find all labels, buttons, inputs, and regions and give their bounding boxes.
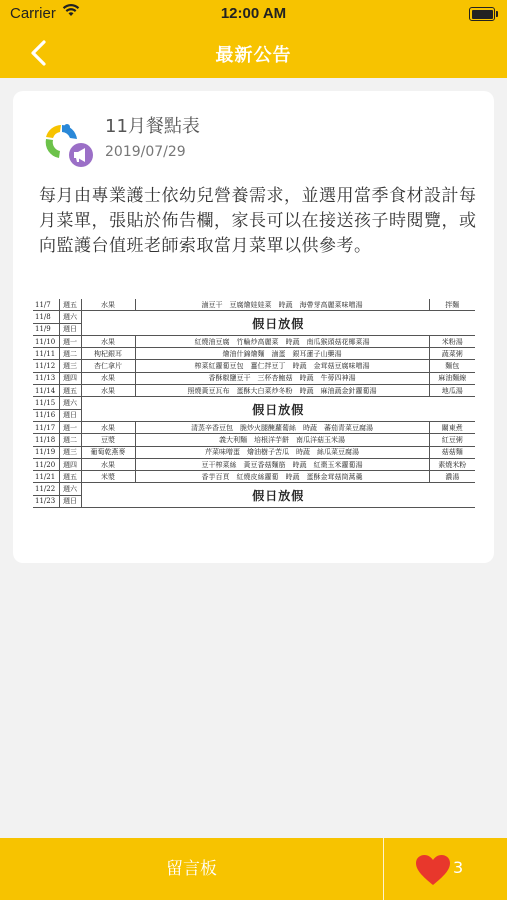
menu-snack: 枸杞銀耳 [81, 348, 135, 360]
menu-row [33, 360, 475, 372]
menu-afternoon: 地瓜湯 [429, 385, 475, 397]
menu-meal: 榨菜紅蘿蔔豆包 薑仁拌豆丁 時蔬 金茸菇豆腐味噌湯 [135, 360, 429, 372]
menu-meal: 芹菜味噌蛋 燴油樹子苦瓜 時蔬 絲瓜菜豆腐湯 [135, 446, 429, 458]
menu-meal: 清蒸辛香豆包 脆炒火腿醃蘿蔔絲 時蔬 蕃茄青菜豆腐湯 [135, 421, 429, 433]
menu-afternoon: 濃湯 [429, 471, 475, 483]
menu-meal: 滷豆干 豆腐燴娃娃菜 時蔬 海帶芽高麗菜味噌湯 [135, 299, 429, 311]
menu-row [33, 311, 475, 323]
menu-row [33, 348, 475, 360]
menu-row [33, 372, 475, 384]
menu-holiday: 假日放假 [81, 397, 475, 422]
nav-bar [0, 28, 507, 78]
menu-table-image[interactable] [33, 299, 475, 547]
carrier-label: Carrier [10, 5, 56, 22]
menu-weekday: 週三 [59, 446, 81, 458]
post-body: 每月由專業護士依幼兒營養需求，並選用當季食材設計每月菜單，張貼於佈告欄，家長可以在接送孩子時閱覽，或向監護台值班老師索取當月菜單以供參考。 [39, 186, 477, 256]
menu-date: 11/16 [33, 409, 59, 421]
menu-snack: 水果 [81, 458, 135, 470]
menu-weekday: 週二 [59, 434, 81, 446]
announcement-card [13, 91, 494, 563]
bottom-bar [0, 838, 507, 900]
menu-afternoon: 拌麵 [429, 299, 475, 311]
menu-afternoon: 麵包 [429, 360, 475, 372]
post-title: 11月餐點表 [105, 116, 200, 137]
menu-meal: 香芋百頁 紅燒皮絲蘿蔔 時蔬 蛋酥金茸菇筒蒿羹 [135, 471, 429, 483]
menu-meal: 燴油什錦燴麵 滷蛋 銀耳蓮子山藥湯 [135, 348, 429, 360]
menu-snack: 水果 [81, 372, 135, 384]
menu-date: 11/14 [33, 385, 59, 397]
menu-date: 11/13 [33, 372, 59, 384]
menu-weekday: 週五 [59, 385, 81, 397]
menu-weekday: 週二 [59, 348, 81, 360]
menu-row [33, 458, 475, 470]
menu-weekday: 週五 [59, 471, 81, 483]
menu-meal: 義大利麵 培根洋芋餅 南瓜洋菇玉米湯 [135, 434, 429, 446]
menu-meal: 照燒黃豆瓦布 蛋酥大白菜炒冬粉 時蔬 麻油蔬金針蘿蔔湯 [135, 385, 429, 397]
menu-snack: 水果 [81, 299, 135, 311]
menu-date: 11/9 [33, 323, 59, 335]
status-bar [0, 0, 507, 28]
menu-date: 11/22 [33, 483, 59, 495]
menu-row [33, 299, 475, 311]
post-date: 2019/07/29 [105, 144, 186, 160]
menu-snack: 葡萄乾燕麥 [81, 446, 135, 458]
menu-row [33, 471, 475, 483]
menu-holiday: 假日放假 [81, 483, 475, 508]
menu-afternoon: 蔬菜粥 [429, 348, 475, 360]
menu-date: 11/11 [33, 348, 59, 360]
clock: 12:00 AM [220, 5, 287, 22]
menu-weekday: 週六 [59, 483, 81, 495]
menu-date: 11/10 [33, 335, 59, 347]
menu-weekday: 週日 [59, 323, 81, 335]
like-button[interactable] [384, 838, 507, 900]
menu-afternoon: 麻油麵線 [429, 372, 475, 384]
menu-weekday: 週五 [59, 299, 81, 311]
menu-snack: 水果 [81, 335, 135, 347]
menu-weekday: 週一 [59, 335, 81, 347]
battery-icon [469, 7, 495, 21]
menu-date: 11/23 [33, 495, 59, 507]
menu-weekday: 週日 [59, 495, 81, 507]
menu-row [33, 385, 475, 397]
menu-weekday: 週一 [59, 421, 81, 433]
menu-row [33, 397, 475, 409]
menu-date: 11/17 [33, 421, 59, 433]
menu-snack: 水果 [81, 385, 135, 397]
message-board-button[interactable]: 留言板 [166, 859, 217, 879]
menu-date: 11/7 [33, 299, 59, 311]
menu-snack: 米漿 [81, 471, 135, 483]
announcement-avatar-icon [41, 113, 99, 171]
menu-table [33, 299, 475, 508]
menu-row [33, 434, 475, 446]
page-title: 最新公告 [215, 45, 292, 66]
menu-row [33, 483, 475, 495]
menu-afternoon: 素燒米粉 [429, 458, 475, 470]
menu-row [33, 446, 475, 458]
menu-date: 11/18 [33, 434, 59, 446]
menu-date: 11/15 [33, 397, 59, 409]
menu-afternoon: 菇菇麵 [429, 446, 475, 458]
menu-afternoon: 米粉湯 [429, 335, 475, 347]
menu-weekday: 週六 [59, 397, 81, 409]
menu-weekday: 週四 [59, 372, 81, 384]
menu-date: 11/21 [33, 471, 59, 483]
menu-afternoon: 紅豆粥 [429, 434, 475, 446]
like-count: 3 [453, 858, 464, 877]
menu-snack: 豆漿 [81, 434, 135, 446]
menu-snack: 水果 [81, 421, 135, 433]
menu-afternoon: 關東煮 [429, 421, 475, 433]
menu-date: 11/8 [33, 311, 59, 323]
menu-date: 11/20 [33, 458, 59, 470]
menu-date: 11/12 [33, 360, 59, 372]
menu-meal: 香酥椒鹽豆干 三杯杏鮑菇 時蔬 牛蒡四神湯 [135, 372, 429, 384]
menu-meal: 豆干榨菜絲 黃豆香菇麵筋 時蔬 紅棗玉米蘿蔔湯 [135, 458, 429, 470]
menu-meal: 紅燒油豆腐 竹輪炒高麗菜 時蔬 南瓜猴頭菇花椰菜湯 [135, 335, 429, 347]
menu-snack: 杏仁拿片 [81, 360, 135, 372]
menu-weekday: 週六 [59, 311, 81, 323]
menu-weekday: 週日 [59, 409, 81, 421]
menu-date: 11/19 [33, 446, 59, 458]
heart-icon [415, 854, 451, 886]
menu-row [33, 421, 475, 433]
menu-weekday: 週三 [59, 360, 81, 372]
menu-holiday: 假日放假 [81, 311, 475, 336]
menu-row [33, 335, 475, 347]
menu-weekday: 週四 [59, 458, 81, 470]
